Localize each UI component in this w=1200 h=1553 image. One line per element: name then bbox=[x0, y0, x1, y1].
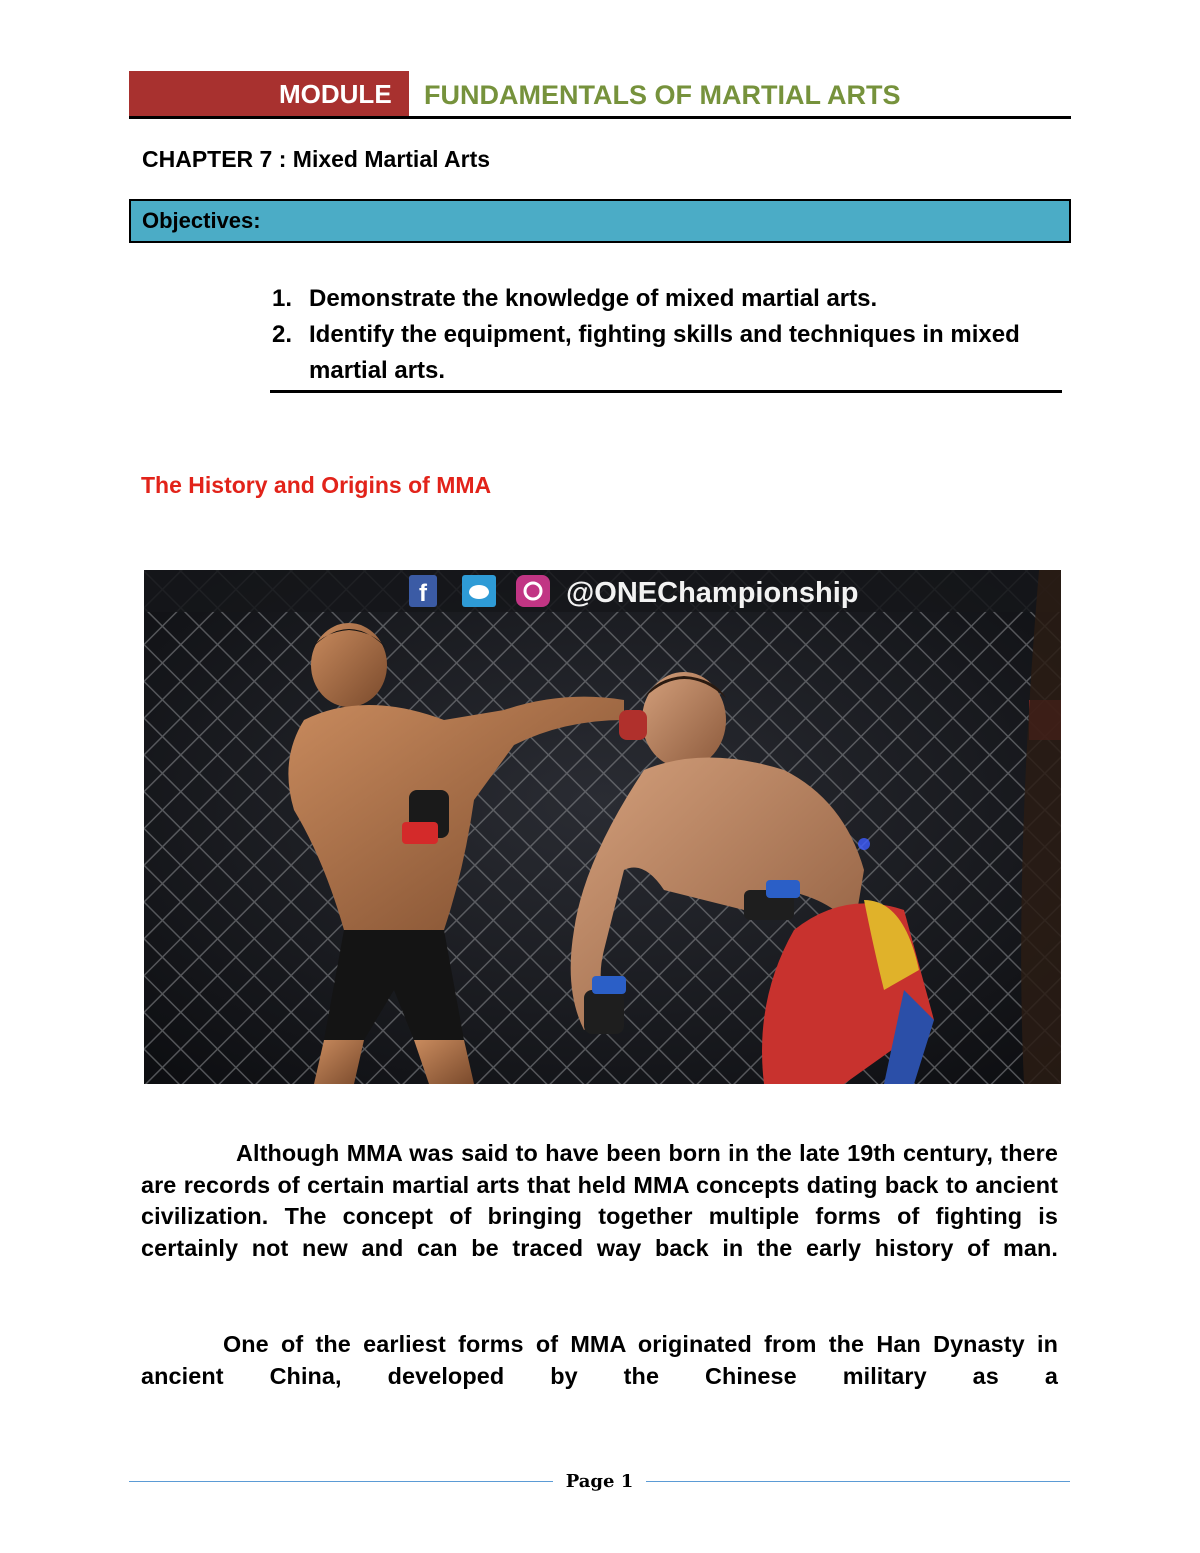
history-paragraph-1: Although MMA was said to have been born in the late 19th century, there are records of certain martial arts that held MMA concepts dating back to ancient civilization. The concept of bringing together multiple forms of fighting is certainly not new and can be traced way back in the early history of man. bbox=[141, 1140, 1058, 1261]
banner-handle: @ONEChampionship bbox=[566, 577, 859, 609]
module-label: MODULE bbox=[129, 71, 409, 117]
objectives-heading: Objectives: bbox=[129, 199, 1071, 243]
objective-number: 2. bbox=[272, 321, 293, 348]
objectives-rule bbox=[270, 390, 1062, 393]
objective-text: Identify the equipment, fighting skills and techniques in mixed martial arts. bbox=[309, 321, 1020, 384]
objectives-list bbox=[270, 281, 1060, 389]
page-number: Page 1 bbox=[565, 1471, 634, 1492]
footer-rule-right bbox=[646, 1481, 1070, 1482]
mma-fight-photo bbox=[144, 570, 1061, 1084]
section-title: The History and Origins of MMA bbox=[141, 472, 492, 498]
objective-number: 1. bbox=[272, 285, 293, 312]
objective-text: Demonstrate the knowledge of mixed martial arts. bbox=[309, 285, 878, 312]
header-rule bbox=[129, 116, 1071, 119]
chapter-title: CHAPTER 7 : Mixed Martial Arts bbox=[142, 146, 491, 172]
twitter-icon bbox=[462, 575, 496, 607]
objective-item bbox=[270, 281, 1060, 317]
instagram-icon bbox=[516, 575, 550, 607]
svg-text:f: f bbox=[419, 580, 427, 607]
module-title: FUNDAMENTALS OF MARTIAL ARTS bbox=[424, 80, 901, 110]
objective-item bbox=[270, 317, 1060, 389]
facebook-icon bbox=[409, 575, 437, 607]
history-paragraph-2: One of the earliest forms of MMA originated from the Han Dynasty in ancient China, developed by the Chinese military as a bbox=[141, 1331, 1058, 1389]
footer-rule-left bbox=[129, 1481, 553, 1482]
